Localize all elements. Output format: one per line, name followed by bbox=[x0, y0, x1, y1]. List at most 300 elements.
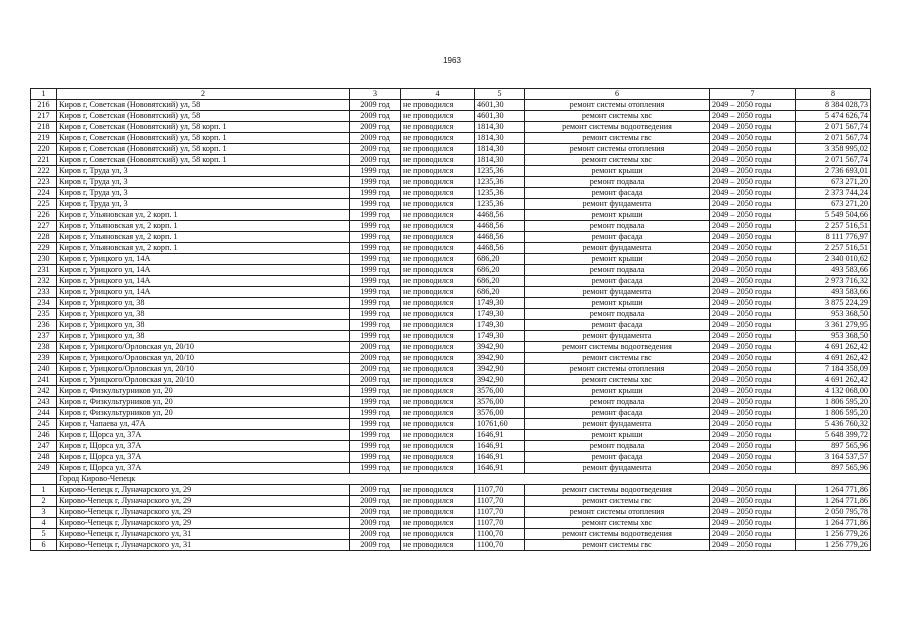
column-header: 2 bbox=[57, 89, 350, 100]
column-header: 8 bbox=[796, 89, 871, 100]
work-type-cell: ремонт подвала bbox=[525, 221, 710, 232]
page-number: 1963 bbox=[443, 56, 461, 65]
address-cell: Киров г, Труда ул, 3 bbox=[57, 188, 350, 199]
year-cell: 2009 год bbox=[350, 111, 401, 122]
address-cell: Киров г, Урицкого ул, 38 bbox=[57, 298, 350, 309]
work-type-cell: ремонт системы гвс bbox=[525, 133, 710, 144]
year-cell: 2009 год bbox=[350, 518, 401, 529]
table-row bbox=[31, 408, 871, 419]
table-row bbox=[31, 320, 871, 331]
table-row bbox=[31, 529, 871, 540]
table-row bbox=[31, 485, 871, 496]
address-cell: Киров г, Урицкого ул, 14А bbox=[57, 287, 350, 298]
cost-cell: 5 474 626,74 bbox=[796, 111, 871, 122]
address-cell: Киров г, Физкультурников ул, 20 bbox=[57, 386, 350, 397]
cost-cell: 4 691 262,42 bbox=[796, 375, 871, 386]
year-cell: 1999 год bbox=[350, 331, 401, 342]
area-cell: 1100,70 bbox=[475, 540, 525, 551]
cost-cell: 4 132 068,00 bbox=[796, 386, 871, 397]
work-type-cell: ремонт фундамента bbox=[525, 463, 710, 474]
work-type-cell: ремонт крыши bbox=[525, 254, 710, 265]
address-cell: Киров г, Советская (Нововятский) ул, 58 bbox=[57, 111, 350, 122]
area-cell: 1107,70 bbox=[475, 485, 525, 496]
year-cell: 1999 год bbox=[350, 397, 401, 408]
area-cell: 1749,30 bbox=[475, 309, 525, 320]
work-type-cell: ремонт крыши bbox=[525, 210, 710, 221]
cost-cell: 1 264 771,86 bbox=[796, 485, 871, 496]
row-number: 217 bbox=[31, 111, 57, 122]
row-number: 232 bbox=[31, 276, 57, 287]
work-type-cell: ремонт системы хвс bbox=[525, 375, 710, 386]
area-cell: 1646,91 bbox=[475, 452, 525, 463]
table-row bbox=[31, 155, 871, 166]
cost-cell: 2 071 567,74 bbox=[796, 155, 871, 166]
area-cell: 3942,90 bbox=[475, 364, 525, 375]
year-cell: 1999 год bbox=[350, 463, 401, 474]
work-type-cell: ремонт крыши bbox=[525, 166, 710, 177]
work-type-cell: ремонт системы отопления bbox=[525, 507, 710, 518]
table-row bbox=[31, 364, 871, 375]
cost-cell: 4 691 262,42 bbox=[796, 353, 871, 364]
inspection-cell: не проводился bbox=[401, 276, 475, 287]
year-cell: 1999 год bbox=[350, 287, 401, 298]
year-cell: 2009 год bbox=[350, 375, 401, 386]
inspection-cell: не проводился bbox=[401, 320, 475, 331]
area-cell: 1235,36 bbox=[475, 188, 525, 199]
year-cell: 2009 год bbox=[350, 507, 401, 518]
work-type-cell: ремонт фасада bbox=[525, 452, 710, 463]
area-cell: 686,20 bbox=[475, 254, 525, 265]
year-cell: 2009 год bbox=[350, 353, 401, 364]
cost-cell: 2 257 516,51 bbox=[796, 221, 871, 232]
cost-cell: 673 271,20 bbox=[796, 199, 871, 210]
work-type-cell: ремонт системы водоотведения bbox=[525, 342, 710, 353]
period-cell: 2049 – 2050 годы bbox=[710, 320, 796, 331]
cost-cell: 2 373 744,24 bbox=[796, 188, 871, 199]
year-cell: 2009 год bbox=[350, 529, 401, 540]
row-number: 242 bbox=[31, 386, 57, 397]
area-cell: 1814,30 bbox=[475, 122, 525, 133]
table-row bbox=[31, 375, 871, 386]
period-cell: 2049 – 2050 годы bbox=[710, 364, 796, 375]
inspection-cell: не проводился bbox=[401, 518, 475, 529]
work-type-cell: ремонт подвала bbox=[525, 265, 710, 276]
row-number: 231 bbox=[31, 265, 57, 276]
inspection-cell: не проводился bbox=[401, 100, 475, 111]
inspection-cell: не проводился bbox=[401, 133, 475, 144]
period-cell: 2049 – 2050 годы bbox=[710, 133, 796, 144]
address-cell: Кирово-Чепецк г, Луначарского ул, 31 bbox=[57, 529, 350, 540]
work-type-cell: ремонт фундамента bbox=[525, 199, 710, 210]
work-type-cell: ремонт системы водоотведения bbox=[525, 529, 710, 540]
period-cell: 2049 – 2050 годы bbox=[710, 210, 796, 221]
area-cell: 1814,30 bbox=[475, 133, 525, 144]
area-cell: 1235,36 bbox=[475, 199, 525, 210]
area-cell: 1235,36 bbox=[475, 166, 525, 177]
address-cell: Киров г, Урицкого/Орловская ул, 20/10 bbox=[57, 353, 350, 364]
cost-cell: 1 264 771,86 bbox=[796, 518, 871, 529]
row-number: 5 bbox=[31, 529, 57, 540]
period-cell: 2049 – 2050 годы bbox=[710, 386, 796, 397]
table-row bbox=[31, 298, 871, 309]
address-cell: Киров г, Ульяновская ул, 2 корп. 1 bbox=[57, 243, 350, 254]
row-number: 233 bbox=[31, 287, 57, 298]
area-cell: 4468,56 bbox=[475, 232, 525, 243]
address-cell: Киров г, Физкультурников ул, 20 bbox=[57, 408, 350, 419]
cost-cell: 2 257 516,51 bbox=[796, 243, 871, 254]
row-number: 239 bbox=[31, 353, 57, 364]
period-cell: 2049 – 2050 годы bbox=[710, 188, 796, 199]
row-number: 229 bbox=[31, 243, 57, 254]
inspection-cell: не проводился bbox=[401, 111, 475, 122]
work-type-cell: ремонт системы отопления bbox=[525, 364, 710, 375]
cost-cell: 2 736 693,01 bbox=[796, 166, 871, 177]
work-type-cell: ремонт фасада bbox=[525, 408, 710, 419]
inspection-cell: не проводился bbox=[401, 386, 475, 397]
table-row bbox=[31, 166, 871, 177]
period-cell: 2049 – 2050 годы bbox=[710, 375, 796, 386]
row-number: 221 bbox=[31, 155, 57, 166]
year-cell: 1999 год bbox=[350, 177, 401, 188]
work-type-cell: ремонт фасада bbox=[525, 276, 710, 287]
column-header: 7 bbox=[710, 89, 796, 100]
row-number: 225 bbox=[31, 199, 57, 210]
area-cell: 1749,30 bbox=[475, 320, 525, 331]
inspection-cell: не проводился bbox=[401, 166, 475, 177]
period-cell: 2049 – 2050 годы bbox=[710, 452, 796, 463]
year-cell: 2009 год bbox=[350, 144, 401, 155]
address-cell: Киров г, Урицкого ул, 38 bbox=[57, 309, 350, 320]
period-cell: 2049 – 2050 годы bbox=[710, 276, 796, 287]
row-number: 218 bbox=[31, 122, 57, 133]
address-cell: Киров г, Советская (Нововятский) ул, 58 bbox=[57, 100, 350, 111]
address-cell: Киров г, Советская (Нововятский) ул, 58 корп. 1 bbox=[57, 144, 350, 155]
period-cell: 2049 – 2050 годы bbox=[710, 221, 796, 232]
row-number: 246 bbox=[31, 430, 57, 441]
row-number bbox=[31, 474, 57, 485]
year-cell: 2009 год bbox=[350, 122, 401, 133]
table-body bbox=[31, 100, 871, 551]
period-cell: 2049 – 2050 годы bbox=[710, 441, 796, 452]
inspection-cell: не проводился bbox=[401, 265, 475, 276]
table-header-row bbox=[31, 89, 871, 100]
cost-cell: 8 111 776,97 bbox=[796, 232, 871, 243]
row-number: 234 bbox=[31, 298, 57, 309]
year-cell: 1999 год bbox=[350, 452, 401, 463]
row-number: 4 bbox=[31, 518, 57, 529]
column-header: 6 bbox=[525, 89, 710, 100]
area-cell: 686,20 bbox=[475, 276, 525, 287]
row-number: 235 bbox=[31, 309, 57, 320]
row-number: 249 bbox=[31, 463, 57, 474]
cost-cell: 953 368,50 bbox=[796, 331, 871, 342]
area-cell: 3942,90 bbox=[475, 375, 525, 386]
area-cell: 1814,30 bbox=[475, 155, 525, 166]
row-number: 219 bbox=[31, 133, 57, 144]
row-number: 226 bbox=[31, 210, 57, 221]
cost-cell: 1 806 595,20 bbox=[796, 408, 871, 419]
table-row bbox=[31, 540, 871, 551]
cost-cell: 5 436 760,32 bbox=[796, 419, 871, 430]
work-type-cell: ремонт системы хвс bbox=[525, 518, 710, 529]
table-row bbox=[31, 210, 871, 221]
table-row bbox=[31, 518, 871, 529]
period-cell: 2049 – 2050 годы bbox=[710, 155, 796, 166]
area-cell: 686,20 bbox=[475, 287, 525, 298]
cost-cell: 953 368,50 bbox=[796, 309, 871, 320]
year-cell: 1999 год bbox=[350, 276, 401, 287]
table-row bbox=[31, 232, 871, 243]
row-number: 220 bbox=[31, 144, 57, 155]
address-cell: Киров г, Чапаева ул, 47А bbox=[57, 419, 350, 430]
year-cell: 2009 год bbox=[350, 100, 401, 111]
address-cell: Киров г, Щорса ул, 37А bbox=[57, 441, 350, 452]
area-cell: 10761,60 bbox=[475, 419, 525, 430]
inspection-cell: не проводился bbox=[401, 540, 475, 551]
area-cell: 4468,56 bbox=[475, 221, 525, 232]
table-row bbox=[31, 397, 871, 408]
period-cell: 2049 – 2050 годы bbox=[710, 507, 796, 518]
period-cell: 2049 – 2050 годы bbox=[710, 518, 796, 529]
inspection-cell: не проводился bbox=[401, 529, 475, 540]
address-cell: Кирово-Чепецк г, Луначарского ул, 31 bbox=[57, 540, 350, 551]
work-type-cell: ремонт системы отопления bbox=[525, 144, 710, 155]
address-cell: Киров г, Труда ул, 3 bbox=[57, 199, 350, 210]
inspection-cell: не проводился bbox=[401, 287, 475, 298]
work-type-cell: ремонт подвала bbox=[525, 309, 710, 320]
table-row bbox=[31, 276, 871, 287]
cost-cell: 2 973 716,32 bbox=[796, 276, 871, 287]
work-type-cell: ремонт фундамента bbox=[525, 243, 710, 254]
address-cell: Кирово-Чепецк г, Луначарского ул, 29 bbox=[57, 507, 350, 518]
inspection-cell: не проводился bbox=[401, 397, 475, 408]
year-cell: 1999 год bbox=[350, 210, 401, 221]
table-row bbox=[31, 111, 871, 122]
address-cell: Киров г, Урицкого/Орловская ул, 20/10 bbox=[57, 342, 350, 353]
cost-cell: 897 565,96 bbox=[796, 441, 871, 452]
period-cell: 2049 – 2050 годы bbox=[710, 529, 796, 540]
inspection-cell: не проводился bbox=[401, 496, 475, 507]
cost-cell: 2 340 010,62 bbox=[796, 254, 871, 265]
address-cell: Киров г, Советская (Нововятский) ул, 58 корп. 1 bbox=[57, 122, 350, 133]
inspection-cell: не проводился bbox=[401, 122, 475, 133]
year-cell: 1999 год bbox=[350, 265, 401, 276]
period-cell: 2049 – 2050 годы bbox=[710, 353, 796, 364]
inspection-cell: не проводился bbox=[401, 342, 475, 353]
year-cell: 1999 год bbox=[350, 243, 401, 254]
year-cell: 2009 год bbox=[350, 540, 401, 551]
table-row bbox=[31, 386, 871, 397]
address-cell: Киров г, Ульяновская ул, 2 корп. 1 bbox=[57, 210, 350, 221]
cost-cell: 4 691 262,42 bbox=[796, 342, 871, 353]
period-cell: 2049 – 2050 годы bbox=[710, 342, 796, 353]
inspection-cell: не проводился bbox=[401, 485, 475, 496]
area-cell: 1235,36 bbox=[475, 177, 525, 188]
period-cell: 2049 – 2050 годы bbox=[710, 144, 796, 155]
year-cell: 1999 год bbox=[350, 199, 401, 210]
table-row bbox=[31, 100, 871, 111]
work-type-cell: ремонт системы гвс bbox=[525, 496, 710, 507]
work-type-cell: ремонт фасада bbox=[525, 232, 710, 243]
period-cell: 2049 – 2050 годы bbox=[710, 496, 796, 507]
row-number: 6 bbox=[31, 540, 57, 551]
city-section-title: Город Кирово-Чепецк bbox=[57, 474, 871, 485]
cost-cell: 2 071 567,74 bbox=[796, 122, 871, 133]
year-cell: 1999 год bbox=[350, 309, 401, 320]
table-row bbox=[31, 331, 871, 342]
area-cell: 1646,91 bbox=[475, 463, 525, 474]
work-type-cell: ремонт системы гвс bbox=[525, 540, 710, 551]
area-cell: 3576,00 bbox=[475, 386, 525, 397]
table-row bbox=[31, 133, 871, 144]
inspection-cell: не проводился bbox=[401, 375, 475, 386]
year-cell: 2009 год bbox=[350, 485, 401, 496]
cost-cell: 2 050 795,78 bbox=[796, 507, 871, 518]
year-cell: 1999 год bbox=[350, 221, 401, 232]
period-cell: 2049 – 2050 годы bbox=[710, 419, 796, 430]
row-number: 228 bbox=[31, 232, 57, 243]
address-cell: Киров г, Советская (Нововятский) ул, 58 корп. 1 bbox=[57, 155, 350, 166]
cost-cell: 5 648 399,72 bbox=[796, 430, 871, 441]
address-cell: Киров г, Урицкого ул, 14А bbox=[57, 276, 350, 287]
cost-cell: 8 384 028,73 bbox=[796, 100, 871, 111]
row-number: 237 bbox=[31, 331, 57, 342]
period-cell: 2049 – 2050 годы bbox=[710, 265, 796, 276]
year-cell: 1999 год bbox=[350, 386, 401, 397]
work-type-cell: ремонт системы хвс bbox=[525, 111, 710, 122]
inspection-cell: не проводился bbox=[401, 155, 475, 166]
period-cell: 2049 – 2050 годы bbox=[710, 243, 796, 254]
work-type-cell: ремонт системы хвс bbox=[525, 155, 710, 166]
cost-cell: 5 549 504,66 bbox=[796, 210, 871, 221]
inspection-cell: не проводился bbox=[401, 254, 475, 265]
cost-cell: 1 264 771,86 bbox=[796, 496, 871, 507]
work-type-cell: ремонт системы водоотведения bbox=[525, 122, 710, 133]
area-cell: 1100,70 bbox=[475, 529, 525, 540]
row-number: 241 bbox=[31, 375, 57, 386]
work-type-cell: ремонт системы водоотведения bbox=[525, 485, 710, 496]
row-number: 2 bbox=[31, 496, 57, 507]
year-cell: 1999 год bbox=[350, 320, 401, 331]
repair-schedule-table bbox=[30, 88, 871, 551]
area-cell: 4468,56 bbox=[475, 210, 525, 221]
table-row bbox=[31, 496, 871, 507]
table-row bbox=[31, 309, 871, 320]
inspection-cell: не проводился bbox=[401, 232, 475, 243]
period-cell: 2049 – 2050 годы bbox=[710, 408, 796, 419]
row-number: 227 bbox=[31, 221, 57, 232]
area-cell: 1814,30 bbox=[475, 144, 525, 155]
year-cell: 1999 год bbox=[350, 430, 401, 441]
row-number: 240 bbox=[31, 364, 57, 375]
address-cell: Киров г, Ульяновская ул, 2 корп. 1 bbox=[57, 232, 350, 243]
work-type-cell: ремонт крыши bbox=[525, 298, 710, 309]
year-cell: 1999 год bbox=[350, 232, 401, 243]
area-cell: 1107,70 bbox=[475, 496, 525, 507]
area-cell: 4601,30 bbox=[475, 100, 525, 111]
address-cell: Киров г, Урицкого ул, 14А bbox=[57, 254, 350, 265]
address-cell: Киров г, Труда ул, 3 bbox=[57, 166, 350, 177]
inspection-cell: не проводился bbox=[401, 221, 475, 232]
table-row bbox=[31, 452, 871, 463]
cost-cell: 1 806 595,20 bbox=[796, 397, 871, 408]
inspection-cell: не проводился bbox=[401, 463, 475, 474]
table-row bbox=[31, 122, 871, 133]
table-row bbox=[31, 287, 871, 298]
row-number: 238 bbox=[31, 342, 57, 353]
year-cell: 2009 год bbox=[350, 342, 401, 353]
cost-cell: 673 271,20 bbox=[796, 177, 871, 188]
work-type-cell: ремонт подвала bbox=[525, 397, 710, 408]
inspection-cell: не проводился bbox=[401, 419, 475, 430]
area-cell: 4468,56 bbox=[475, 243, 525, 254]
year-cell: 2009 год bbox=[350, 496, 401, 507]
column-header: 1 bbox=[31, 89, 57, 100]
area-cell: 686,20 bbox=[475, 265, 525, 276]
area-cell: 1107,70 bbox=[475, 507, 525, 518]
work-type-cell: ремонт фундамента bbox=[525, 287, 710, 298]
cost-cell: 3 361 279,95 bbox=[796, 320, 871, 331]
year-cell: 1999 год bbox=[350, 254, 401, 265]
year-cell: 1999 год bbox=[350, 419, 401, 430]
column-header: 4 bbox=[401, 89, 475, 100]
row-number: 222 bbox=[31, 166, 57, 177]
city-section-row bbox=[31, 474, 871, 485]
row-number: 224 bbox=[31, 188, 57, 199]
table-row bbox=[31, 188, 871, 199]
table-row bbox=[31, 463, 871, 474]
inspection-cell: не проводился bbox=[401, 210, 475, 221]
table-row bbox=[31, 419, 871, 430]
table-row bbox=[31, 254, 871, 265]
period-cell: 2049 – 2050 годы bbox=[710, 232, 796, 243]
table-row bbox=[31, 441, 871, 452]
period-cell: 2049 – 2050 годы bbox=[710, 331, 796, 342]
inspection-cell: не проводился bbox=[401, 507, 475, 518]
cost-cell: 7 184 358,09 bbox=[796, 364, 871, 375]
address-cell: Киров г, Урицкого/Орловская ул, 20/10 bbox=[57, 364, 350, 375]
year-cell: 1999 год bbox=[350, 166, 401, 177]
year-cell: 2009 год bbox=[350, 364, 401, 375]
table-row bbox=[31, 221, 871, 232]
table-row bbox=[31, 430, 871, 441]
address-cell: Киров г, Урицкого/Орловская ул, 20/10 bbox=[57, 375, 350, 386]
period-cell: 2049 – 2050 годы bbox=[710, 100, 796, 111]
inspection-cell: не проводился bbox=[401, 243, 475, 254]
cost-cell: 1 256 779,26 bbox=[796, 540, 871, 551]
address-cell: Киров г, Урицкого ул, 38 bbox=[57, 331, 350, 342]
period-cell: 2049 – 2050 годы bbox=[710, 199, 796, 210]
work-type-cell: ремонт фундамента bbox=[525, 331, 710, 342]
row-number: 230 bbox=[31, 254, 57, 265]
row-number: 244 bbox=[31, 408, 57, 419]
period-cell: 2049 – 2050 годы bbox=[710, 430, 796, 441]
cost-cell: 2 071 567,74 bbox=[796, 133, 871, 144]
inspection-cell: не проводился bbox=[401, 298, 475, 309]
address-cell: Киров г, Урицкого ул, 38 bbox=[57, 320, 350, 331]
work-type-cell: ремонт подвала bbox=[525, 177, 710, 188]
work-type-cell: ремонт подвала bbox=[525, 441, 710, 452]
row-number: 223 bbox=[31, 177, 57, 188]
address-cell: Киров г, Труда ул, 3 bbox=[57, 177, 350, 188]
area-cell: 1646,91 bbox=[475, 441, 525, 452]
inspection-cell: не проводился bbox=[401, 309, 475, 320]
cost-cell: 897 565,96 bbox=[796, 463, 871, 474]
address-cell: Киров г, Щорса ул, 37А bbox=[57, 463, 350, 474]
work-type-cell: ремонт системы отопления bbox=[525, 100, 710, 111]
cost-cell: 493 583,66 bbox=[796, 287, 871, 298]
area-cell: 4601,30 bbox=[475, 111, 525, 122]
